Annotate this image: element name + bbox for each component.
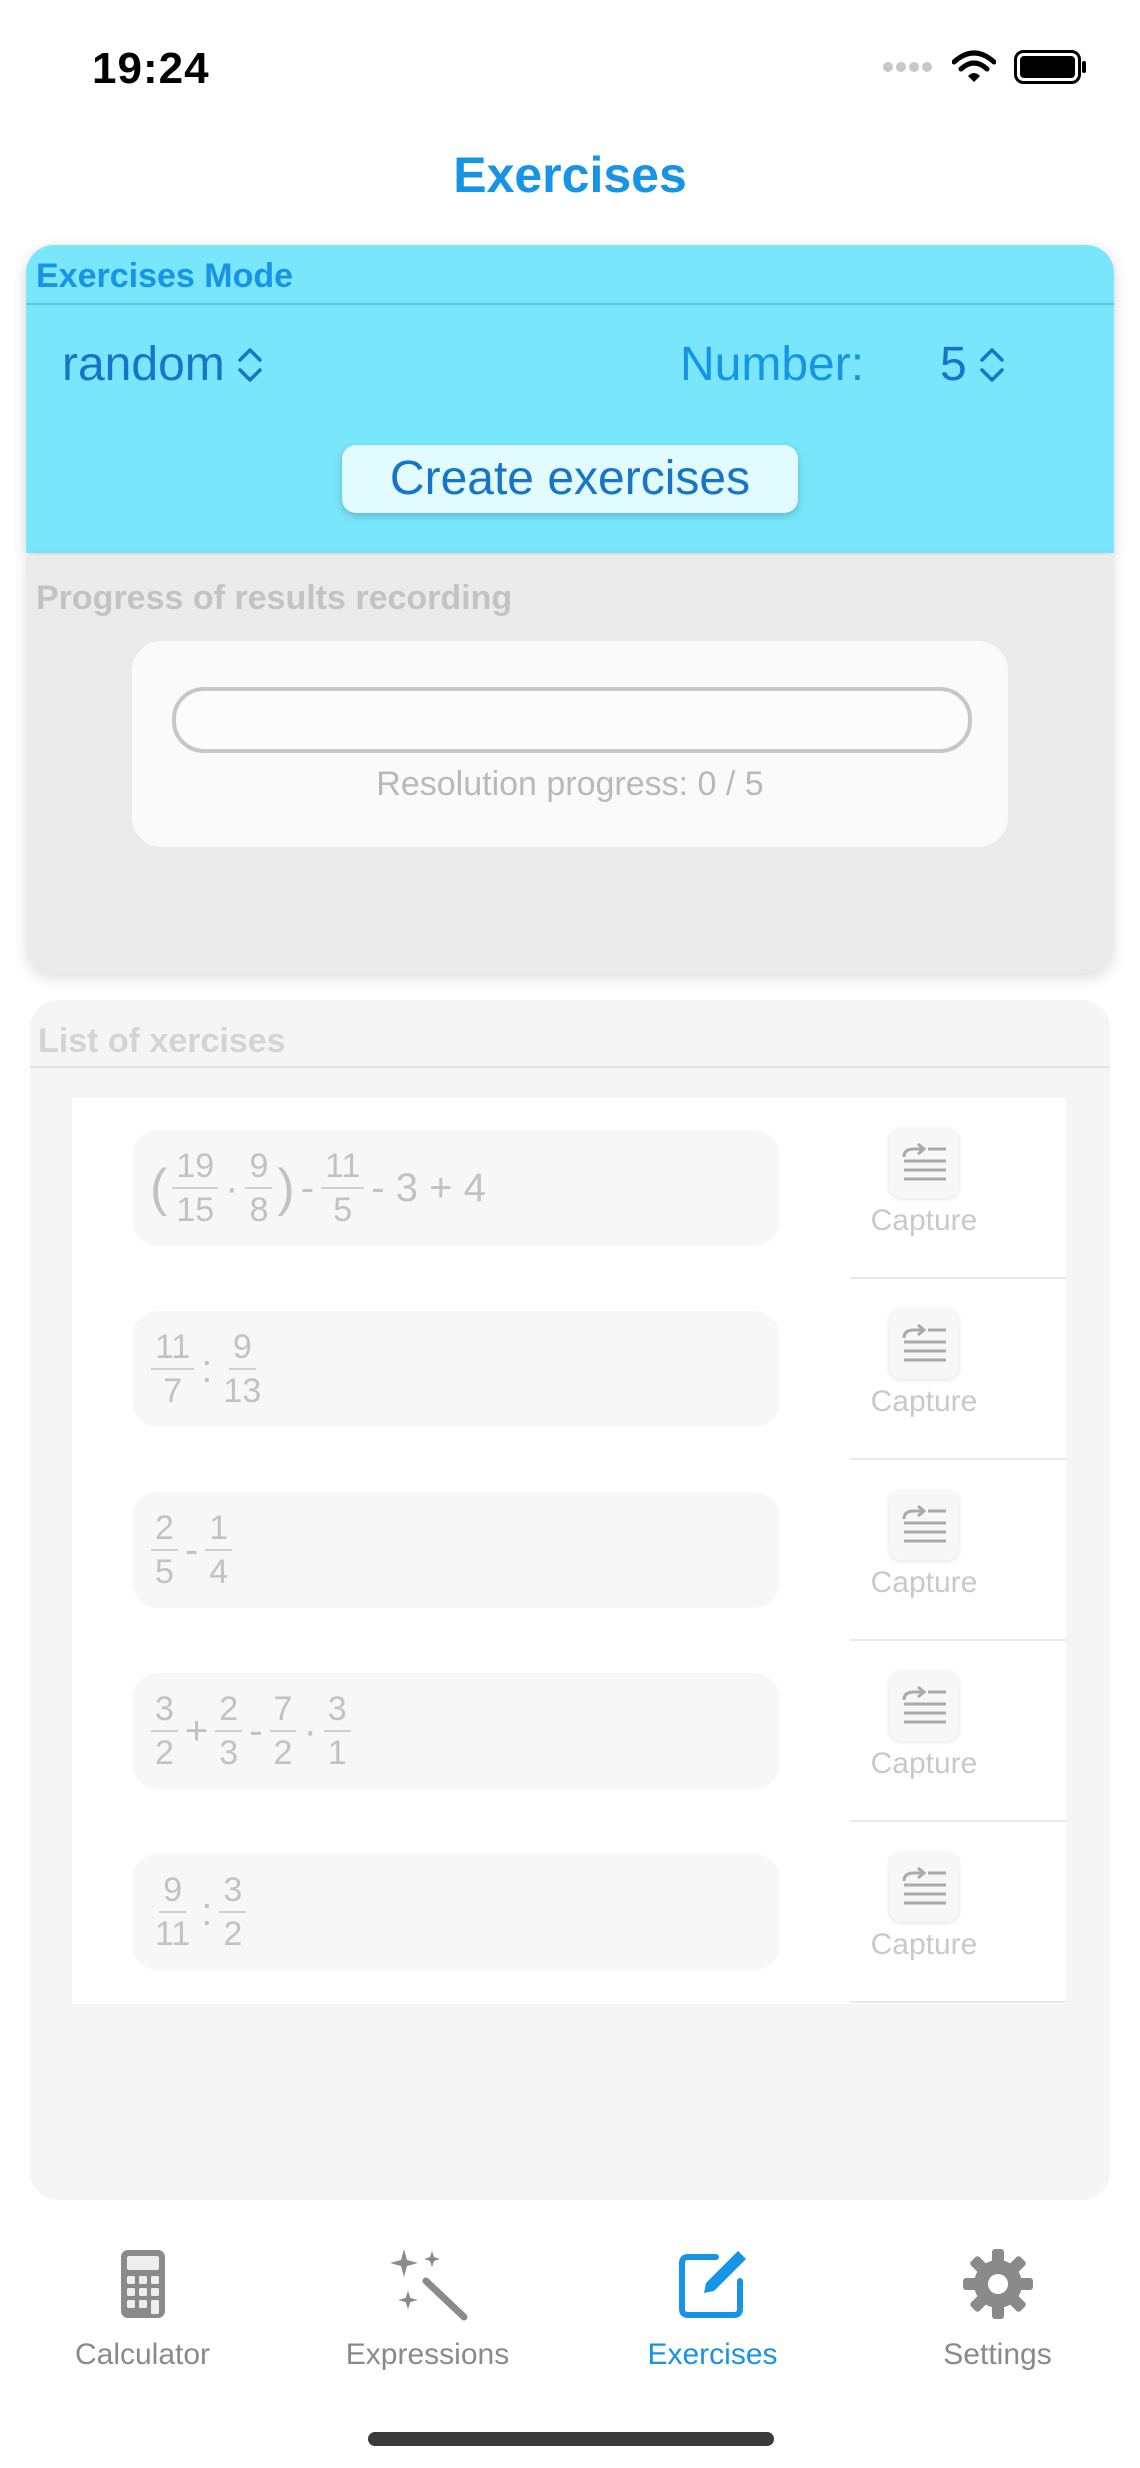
capture-icon [889,1852,959,1922]
tab-exercises[interactable] [570,2244,855,2372]
progress-card [26,555,1114,973]
tab-calculator[interactable] [0,2244,285,2372]
tab-label: Expressions [345,2338,510,2371]
capture-label: Capture [870,1747,978,1780]
number-picker[interactable] [940,337,1005,392]
exercise-list-header: List of xercises [38,1022,286,1060]
exercise-list-card [30,1000,1110,2200]
mode-picker-value: random [62,338,225,391]
exercise-expression: $\frac{11}{7}$ : $\frac{9}{13}$ [132,1311,780,1427]
calculator-icon [120,2249,166,2319]
exercise-row [72,1641,1066,1822]
exercise-expression: $\frac{2}{5}$ - $\frac{1}{4}$ [132,1492,780,1608]
exercises-mode-header: Exercises Mode [36,257,294,295]
mode-divider [26,303,1114,305]
capture-button[interactable] [862,1490,986,1600]
number-label: Number: [680,338,865,391]
exercise-row [72,1460,1066,1641]
exercise-expression: ( $\frac{19}{15}$ · $\frac{9}{8}$ ) - $\frac{11}{5}$ - 3 + 4 [132,1130,780,1246]
capture-label: Capture [870,1566,978,1599]
list-divider [30,1066,1110,1068]
create-exercises-button[interactable]: Create exercises [342,445,798,513]
capture-icon [889,1490,959,1560]
wifi-icon [952,50,996,84]
battery-icon [1014,50,1088,84]
square-pencil-icon [676,2247,750,2321]
chevron-up-down-icon [237,345,263,385]
capture-icon [889,1128,959,1198]
capture-button[interactable] [862,1671,986,1781]
mode-picker[interactable] [62,337,263,392]
tab-label: Settings [943,2338,1052,2371]
page-title: Exercises [453,147,687,203]
status-time: 19:24 [92,44,210,93]
progress-text: Resolution progress: 0 / 5 [376,765,764,803]
magic-wand-icon [388,2247,468,2321]
exercise-expression: $\frac{3}{2}$ + $\frac{2}{3}$ - $\frac{7}{2}$ · $\frac{3}{1}$ [132,1673,780,1789]
capture-button[interactable] [862,1309,986,1419]
exercise-row [72,1822,1066,2003]
gear-icon [961,2247,1035,2321]
progress-panel [132,641,1008,847]
capture-label: Capture [870,1385,978,1418]
progress-bar [172,687,972,753]
cellular-signal-icon [882,60,934,74]
exercise-list [72,1098,1066,2004]
tab-label: Exercises [647,2338,778,2371]
capture-label: Capture [870,1928,978,1961]
home-indicator [368,2432,774,2446]
capture-icon [889,1671,959,1741]
exercise-row [72,1279,1066,1460]
row-separator [850,2001,1066,2003]
tab-label: Calculator [74,2338,211,2371]
tab-settings[interactable] [855,2244,1140,2372]
tab-expressions[interactable] [285,2244,570,2372]
capture-button[interactable] [862,1128,986,1238]
chevron-up-down-icon [979,345,1005,385]
progress-header: Progress of results recording [36,579,513,617]
capture-button[interactable] [862,1852,986,1962]
status-icons [882,50,1088,84]
exercise-expression: $\frac{9}{11}$ : $\frac{3}{2}$ [132,1854,780,1970]
number-picker-value: 5 [940,338,967,391]
capture-icon [889,1309,959,1379]
exercises-mode-card [26,245,1114,553]
exercise-row [72,1098,1066,1279]
capture-label: Capture [870,1204,978,1237]
